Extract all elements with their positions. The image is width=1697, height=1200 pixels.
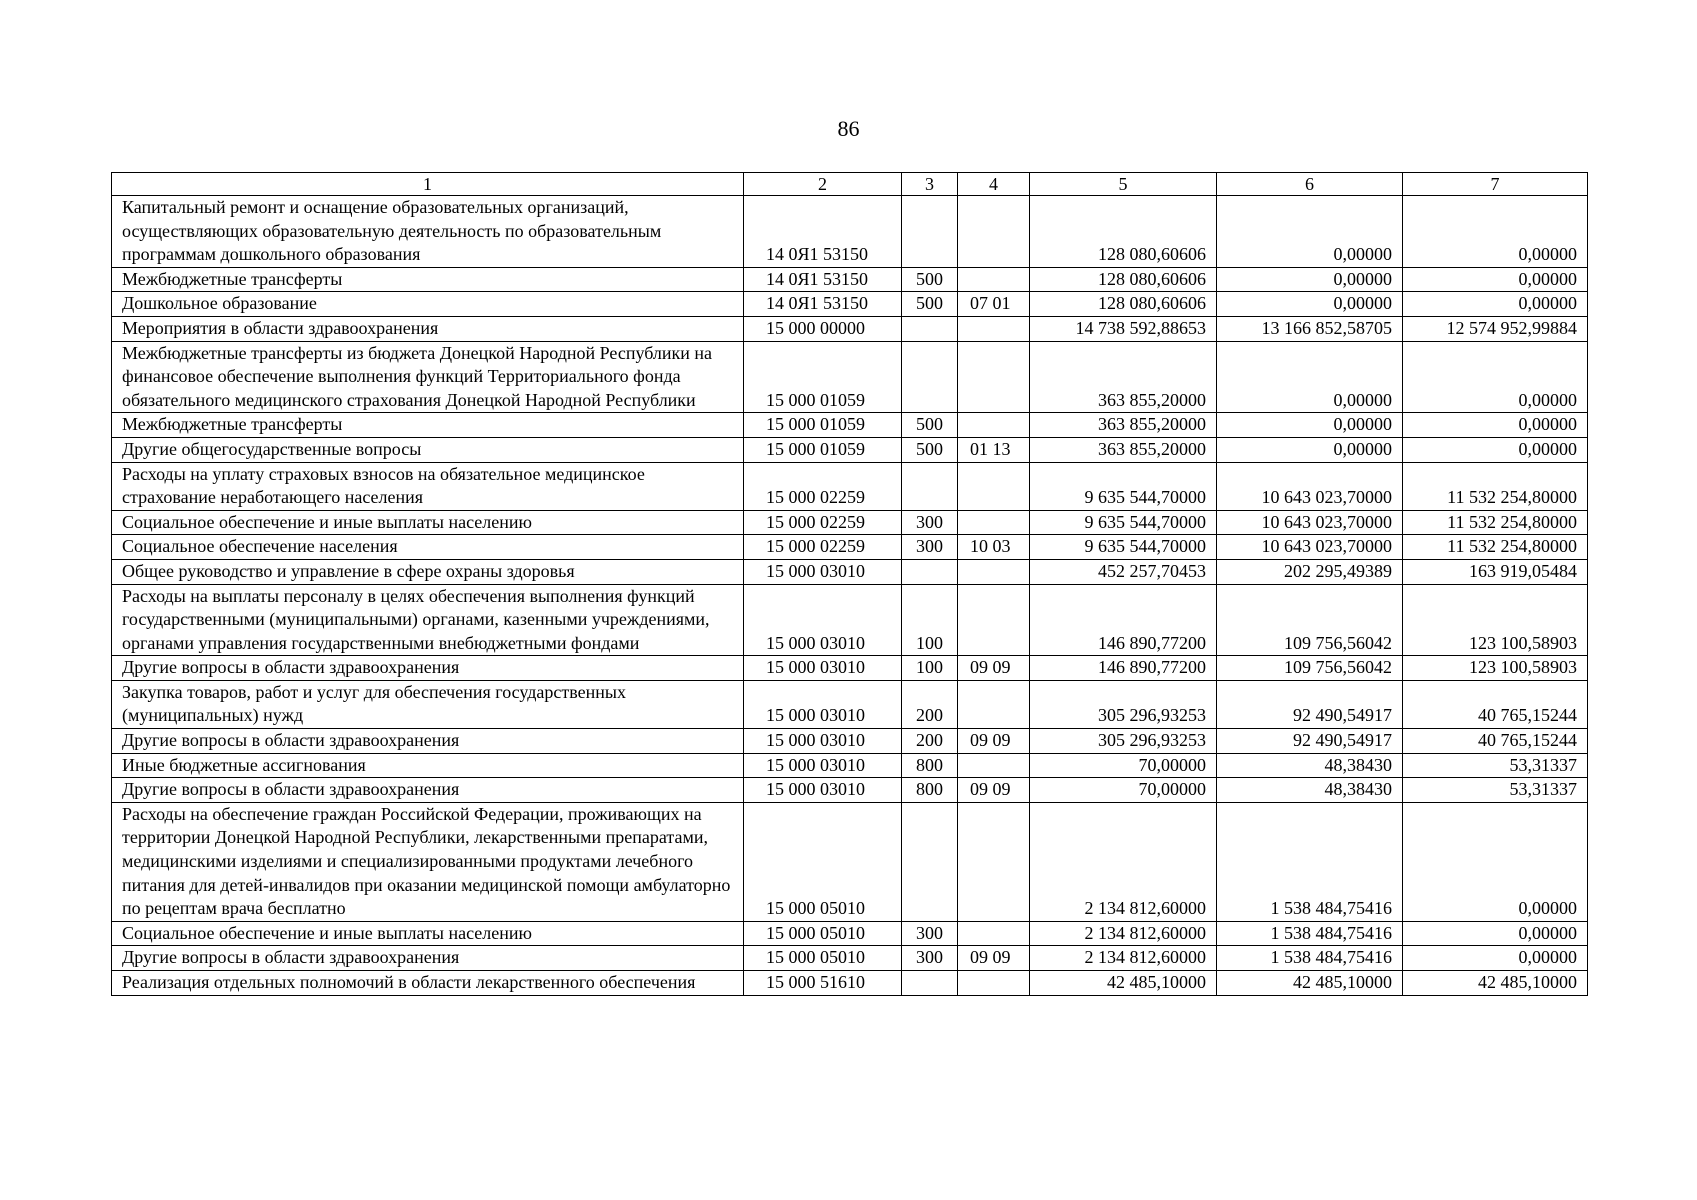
amount-col5-cell: 363 855,20000	[1030, 413, 1217, 438]
section-code-cell	[958, 267, 1030, 292]
table-row	[112, 413, 1588, 438]
expense-type-cell: 300	[902, 510, 958, 535]
amount-col5-cell: 14 738 592,88653	[1030, 316, 1217, 341]
amount-col6-cell: 13 166 852,58705	[1217, 316, 1403, 341]
expense-type-cell	[902, 559, 958, 584]
table-row	[112, 559, 1588, 584]
amount-col7-cell: 0,00000	[1403, 921, 1588, 946]
column-header: 1	[112, 173, 744, 196]
row-name-cell: Общее руководство и управление в сфере охраны здоровья	[112, 559, 744, 584]
row-name-cell: Социальное обеспечение населения	[112, 535, 744, 560]
amount-col5-cell: 452 257,70453	[1030, 559, 1217, 584]
expense-type-cell: 100	[902, 656, 958, 681]
amount-col6-cell: 42 485,10000	[1217, 971, 1403, 996]
expense-type-cell: 500	[902, 292, 958, 317]
amount-col7-cell: 11 532 254,80000	[1403, 510, 1588, 535]
amount-col5-cell: 42 485,10000	[1030, 971, 1217, 996]
target-code-cell: 15 000 03010	[744, 584, 902, 656]
expense-type-cell: 300	[902, 921, 958, 946]
amount-col7-cell: 123 100,58903	[1403, 584, 1588, 656]
amount-col7-cell: 11 532 254,80000	[1403, 535, 1588, 560]
table-body	[112, 196, 1588, 996]
page-number: 86	[837, 116, 860, 141]
section-code-cell	[958, 462, 1030, 510]
amount-col5-cell: 2 134 812,60000	[1030, 802, 1217, 921]
amount-col5-cell: 128 080,60606	[1030, 267, 1217, 292]
amount-col7-cell: 0,00000	[1403, 196, 1588, 268]
expense-type-cell: 800	[902, 753, 958, 778]
section-code-cell	[958, 802, 1030, 921]
target-code-cell: 15 000 05010	[744, 802, 902, 921]
amount-col5-cell: 363 855,20000	[1030, 437, 1217, 462]
amount-col7-cell: 0,00000	[1403, 946, 1588, 971]
amount-col5-cell: 305 296,93253	[1030, 729, 1217, 754]
target-code-cell: 15 000 51610	[744, 971, 902, 996]
amount-col7-cell: 0,00000	[1403, 292, 1588, 317]
row-name-cell: Другие вопросы в области здравоохранения	[112, 656, 744, 681]
expense-type-cell	[902, 341, 958, 413]
expense-type-cell	[902, 971, 958, 996]
target-code-cell: 15 000 03010	[744, 753, 902, 778]
amount-col5-cell: 70,00000	[1030, 753, 1217, 778]
amount-col6-cell: 0,00000	[1217, 437, 1403, 462]
table-row	[112, 778, 1588, 803]
section-code-cell: 10 03	[958, 535, 1030, 560]
section-code-cell	[958, 680, 1030, 728]
section-code-cell	[958, 559, 1030, 584]
amount-col6-cell: 92 490,54917	[1217, 680, 1403, 728]
amount-col6-cell: 0,00000	[1217, 196, 1403, 268]
target-code-cell: 15 000 01059	[744, 341, 902, 413]
target-code-cell: 15 000 02259	[744, 462, 902, 510]
row-name-cell: Расходы на уплату страховых взносов на обязательное медицинское страхование неработающего населения	[112, 462, 744, 510]
column-header: 4	[958, 173, 1030, 196]
amount-col5-cell: 2 134 812,60000	[1030, 921, 1217, 946]
expense-type-cell	[902, 196, 958, 268]
row-name-cell: Мероприятия в области здравоохранения	[112, 316, 744, 341]
amount-col5-cell: 146 890,77200	[1030, 584, 1217, 656]
amount-col6-cell: 109 756,56042	[1217, 584, 1403, 656]
section-code-cell	[958, 510, 1030, 535]
table-row	[112, 921, 1588, 946]
table-row	[112, 292, 1588, 317]
row-name-cell: Другие вопросы в области здравоохранения	[112, 778, 744, 803]
column-header: 6	[1217, 173, 1403, 196]
section-code-cell: 09 09	[958, 729, 1030, 754]
amount-col7-cell: 0,00000	[1403, 437, 1588, 462]
amount-col7-cell: 0,00000	[1403, 413, 1588, 438]
amount-col7-cell: 42 485,10000	[1403, 971, 1588, 996]
amount-col7-cell: 0,00000	[1403, 341, 1588, 413]
target-code-cell: 15 000 01059	[744, 437, 902, 462]
budget-table	[111, 172, 1588, 996]
column-header: 5	[1030, 173, 1217, 196]
section-code-cell	[958, 413, 1030, 438]
target-code-cell: 14 0Я1 53150	[744, 292, 902, 317]
table-row	[112, 680, 1588, 728]
table-row	[112, 267, 1588, 292]
section-code-cell	[958, 341, 1030, 413]
amount-col5-cell: 305 296,93253	[1030, 680, 1217, 728]
table-row	[112, 510, 1588, 535]
amount-col7-cell: 123 100,58903	[1403, 656, 1588, 681]
target-code-cell: 15 000 03010	[744, 559, 902, 584]
amount-col6-cell: 10 643 023,70000	[1217, 510, 1403, 535]
amount-col5-cell: 9 635 544,70000	[1030, 510, 1217, 535]
row-name-cell: Межбюджетные трансферты	[112, 413, 744, 438]
target-code-cell: 15 000 02259	[744, 535, 902, 560]
amount-col5-cell: 363 855,20000	[1030, 341, 1217, 413]
amount-col6-cell: 48,38430	[1217, 753, 1403, 778]
section-code-cell: 01 13	[958, 437, 1030, 462]
section-code-cell	[958, 584, 1030, 656]
amount-col6-cell: 0,00000	[1217, 292, 1403, 317]
row-name-cell: Социальное обеспечение и иные выплаты населению	[112, 510, 744, 535]
amount-col5-cell: 2 134 812,60000	[1030, 946, 1217, 971]
expense-type-cell: 100	[902, 584, 958, 656]
section-code-cell: 09 09	[958, 778, 1030, 803]
expense-type-cell: 200	[902, 680, 958, 728]
section-code-cell	[958, 316, 1030, 341]
amount-col5-cell: 128 080,60606	[1030, 196, 1217, 268]
row-name-cell: Межбюджетные трансферты	[112, 267, 744, 292]
row-name-cell: Другие общегосударственные вопросы	[112, 437, 744, 462]
expense-type-cell: 300	[902, 946, 958, 971]
table-row	[112, 729, 1588, 754]
expense-type-cell: 500	[902, 437, 958, 462]
expense-type-cell: 800	[902, 778, 958, 803]
expense-type-cell: 300	[902, 535, 958, 560]
expense-type-cell	[902, 802, 958, 921]
table-row	[112, 946, 1588, 971]
amount-col7-cell: 40 765,15244	[1403, 680, 1588, 728]
target-code-cell: 15 000 01059	[744, 413, 902, 438]
amount-col7-cell: 163 919,05484	[1403, 559, 1588, 584]
table-row	[112, 584, 1588, 656]
target-code-cell: 14 0Я1 53150	[744, 196, 902, 268]
amount-col6-cell: 1 538 484,75416	[1217, 921, 1403, 946]
row-name-cell: Другие вопросы в области здравоохранения	[112, 946, 744, 971]
target-code-cell: 15 000 05010	[744, 946, 902, 971]
section-code-cell	[958, 971, 1030, 996]
amount-col6-cell: 0,00000	[1217, 413, 1403, 438]
amount-col7-cell: 11 532 254,80000	[1403, 462, 1588, 510]
column-header: 7	[1403, 173, 1588, 196]
target-code-cell: 15 000 00000	[744, 316, 902, 341]
amount-col6-cell: 202 295,49389	[1217, 559, 1403, 584]
amount-col6-cell: 10 643 023,70000	[1217, 462, 1403, 510]
target-code-cell: 15 000 02259	[744, 510, 902, 535]
section-code-cell	[958, 921, 1030, 946]
row-name-cell: Дошкольное образование	[112, 292, 744, 317]
expense-type-cell	[902, 462, 958, 510]
table-row	[112, 196, 1588, 268]
table-row	[112, 341, 1588, 413]
amount-col6-cell: 0,00000	[1217, 341, 1403, 413]
amount-col6-cell: 1 538 484,75416	[1217, 946, 1403, 971]
section-code-cell: 09 09	[958, 656, 1030, 681]
table-row	[112, 437, 1588, 462]
expense-type-cell: 200	[902, 729, 958, 754]
amount-col6-cell: 48,38430	[1217, 778, 1403, 803]
amount-col7-cell: 12 574 952,99884	[1403, 316, 1588, 341]
section-code-cell	[958, 753, 1030, 778]
amount-col5-cell: 9 635 544,70000	[1030, 462, 1217, 510]
target-code-cell: 15 000 05010	[744, 921, 902, 946]
expense-type-cell: 500	[902, 413, 958, 438]
amount-col6-cell: 1 538 484,75416	[1217, 802, 1403, 921]
amount-col5-cell: 70,00000	[1030, 778, 1217, 803]
amount-col6-cell: 0,00000	[1217, 267, 1403, 292]
row-name-cell: Социальное обеспечение и иные выплаты населению	[112, 921, 744, 946]
row-name-cell: Закупка товаров, работ и услуг для обеспечения государственных (муниципальных) нужд	[112, 680, 744, 728]
amount-col7-cell: 40 765,15244	[1403, 729, 1588, 754]
row-name-cell: Иные бюджетные ассигнования	[112, 753, 744, 778]
row-name-cell: Расходы на обеспечение граждан Российской Федерации, проживающих на территории Донецкой Народной Республики, лекарственными препаратами, медицинскими изделиями и специализированными продуктами лечебного питания для детей-инвалидов при оказании медицинской помощи амбулаторно по рецептам врача бесплатно	[112, 802, 744, 921]
amount-col7-cell: 0,00000	[1403, 802, 1588, 921]
amount-col6-cell: 92 490,54917	[1217, 729, 1403, 754]
target-code-cell: 15 000 03010	[744, 778, 902, 803]
target-code-cell: 15 000 03010	[744, 656, 902, 681]
row-name-cell: Капитальный ремонт и оснащение образовательных организаций, осуществляющих образовательную деятельность по образовательным программам дошкольного образования	[112, 196, 744, 268]
amount-col7-cell: 53,31337	[1403, 778, 1588, 803]
column-header: 3	[902, 173, 958, 196]
row-name-cell: Расходы на выплаты персоналу в целях обеспечения выполнения функций государственными (муниципальными) органами, казенными учреждениями, органами управления государственными внебюджетными фондами	[112, 584, 744, 656]
target-code-cell: 15 000 03010	[744, 680, 902, 728]
table-row	[112, 656, 1588, 681]
expense-type-cell	[902, 316, 958, 341]
row-name-cell: Другие вопросы в области здравоохранения	[112, 729, 744, 754]
section-code-cell	[958, 196, 1030, 268]
row-name-cell: Межбюджетные трансферты из бюджета Донецкой Народной Республики на финансовое обеспечение выполнения функций Территориального фонда обязательного медицинского страхования Донецкой Народной Республики	[112, 341, 744, 413]
amount-col5-cell: 146 890,77200	[1030, 656, 1217, 681]
amount-col5-cell: 128 080,60606	[1030, 292, 1217, 317]
header-row	[112, 173, 1588, 196]
row-name-cell: Реализация отдельных полномочий в области лекарственного обеспечения	[112, 971, 744, 996]
column-header: 2	[744, 173, 902, 196]
amount-col7-cell: 53,31337	[1403, 753, 1588, 778]
amount-col6-cell: 10 643 023,70000	[1217, 535, 1403, 560]
table-row	[112, 462, 1588, 510]
amount-col6-cell: 109 756,56042	[1217, 656, 1403, 681]
amount-col5-cell: 9 635 544,70000	[1030, 535, 1217, 560]
section-code-cell: 09 09	[958, 946, 1030, 971]
target-code-cell: 15 000 03010	[744, 729, 902, 754]
table-row	[112, 535, 1588, 560]
table-row	[112, 316, 1588, 341]
table-row	[112, 802, 1588, 921]
expense-type-cell: 500	[902, 267, 958, 292]
table-row	[112, 753, 1588, 778]
target-code-cell: 14 0Я1 53150	[744, 267, 902, 292]
section-code-cell: 07 01	[958, 292, 1030, 317]
table-row	[112, 971, 1588, 996]
amount-col7-cell: 0,00000	[1403, 267, 1588, 292]
